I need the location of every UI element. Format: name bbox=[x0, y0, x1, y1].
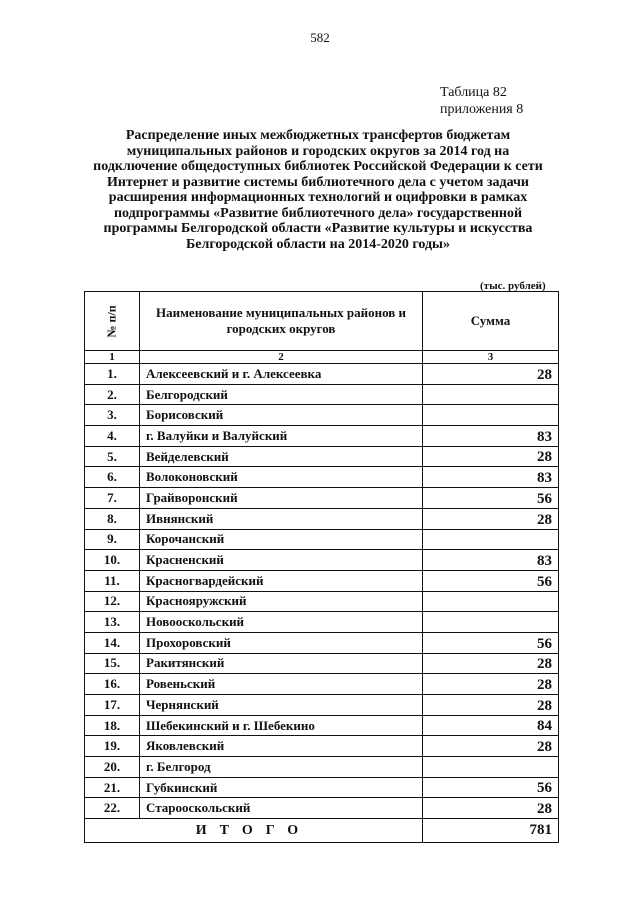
table-row bbox=[85, 384, 559, 405]
district-name: Ракитянский bbox=[140, 653, 423, 674]
district-name: Ровеньский bbox=[140, 674, 423, 695]
district-name: Краснояружский bbox=[140, 591, 423, 612]
district-name: г. Валуйки и Валуйский bbox=[140, 426, 423, 447]
row-number: 6. bbox=[85, 467, 140, 488]
row-sum bbox=[423, 591, 559, 612]
table-row bbox=[85, 591, 559, 612]
district-name: Новооскольский bbox=[140, 612, 423, 633]
row-number: 18. bbox=[85, 715, 140, 736]
district-name: Волоконовский bbox=[140, 467, 423, 488]
table-row bbox=[85, 570, 559, 591]
row-number: 9. bbox=[85, 529, 140, 550]
row-number: 11. bbox=[85, 570, 140, 591]
table-row bbox=[85, 674, 559, 695]
row-sum: 84 bbox=[423, 715, 559, 736]
table-row bbox=[85, 405, 559, 426]
total-row bbox=[85, 819, 559, 843]
row-number: 22. bbox=[85, 798, 140, 819]
header-sum: Сумма bbox=[423, 292, 559, 351]
row-sum bbox=[423, 757, 559, 778]
row-sum bbox=[423, 405, 559, 426]
row-number: 2. bbox=[85, 384, 140, 405]
column-number: 1 bbox=[85, 351, 140, 364]
page-number: 582 bbox=[310, 30, 330, 45]
district-name: Шебекинский и г. Шебекино bbox=[140, 715, 423, 736]
row-number: 21. bbox=[85, 777, 140, 798]
table-row bbox=[85, 467, 559, 488]
table-row bbox=[85, 446, 559, 467]
row-sum: 28 bbox=[423, 653, 559, 674]
row-sum: 28 bbox=[423, 674, 559, 695]
table-row bbox=[85, 736, 559, 757]
distribution-table bbox=[84, 291, 559, 843]
header-number: № п/п bbox=[85, 292, 140, 351]
document-title: Распределение иных межбюджетных трансфертов бюджетам муниципальных районов и городских округов за 2014 год на подключение общедоступных библиотек Российской Федерации к сети Интернет и развитие системы библиотечного дела с учетом задачи расширения информационных технологий и оцифровки в рамках подпрограммы «Развитие библиотечного дела» государственной программы Белгородской области «Развитие культуры и искусства Белгородской области на 2014-2020 годы» bbox=[93, 128, 543, 252]
table-row bbox=[85, 550, 559, 571]
row-sum: 28 bbox=[423, 736, 559, 757]
row-sum: 56 bbox=[423, 777, 559, 798]
table-row bbox=[85, 529, 559, 550]
row-sum: 83 bbox=[423, 467, 559, 488]
district-name: Корочанский bbox=[140, 529, 423, 550]
district-name: Алексеевский и г. Алексеевка bbox=[140, 364, 423, 385]
row-sum: 56 bbox=[423, 632, 559, 653]
row-number: 13. bbox=[85, 612, 140, 633]
table-ref-line2: приложения 8 bbox=[440, 102, 524, 117]
row-number: 12. bbox=[85, 591, 140, 612]
table-row bbox=[85, 612, 559, 633]
table-row bbox=[85, 632, 559, 653]
district-name: Ивнянский bbox=[140, 508, 423, 529]
row-sum bbox=[423, 529, 559, 550]
total-sum: 781 bbox=[423, 819, 559, 843]
row-number: 3. bbox=[85, 405, 140, 426]
row-sum: 28 bbox=[423, 798, 559, 819]
row-number: 4. bbox=[85, 426, 140, 447]
district-name: г. Белгород bbox=[140, 757, 423, 778]
district-name: Белгородский bbox=[140, 384, 423, 405]
table-row bbox=[85, 488, 559, 509]
row-number: 5. bbox=[85, 446, 140, 467]
row-number: 15. bbox=[85, 653, 140, 674]
column-number-row bbox=[85, 351, 559, 364]
row-sum: 28 bbox=[423, 695, 559, 716]
table-row bbox=[85, 653, 559, 674]
row-number: 16. bbox=[85, 674, 140, 695]
row-number: 10. bbox=[85, 550, 140, 571]
table-row bbox=[85, 757, 559, 778]
row-sum: 28 bbox=[423, 508, 559, 529]
district-name: Красненский bbox=[140, 550, 423, 571]
district-name: Яковлевский bbox=[140, 736, 423, 757]
table-row bbox=[85, 798, 559, 819]
row-sum: 83 bbox=[423, 550, 559, 571]
table-row bbox=[85, 695, 559, 716]
row-sum: 28 bbox=[423, 446, 559, 467]
table-row bbox=[85, 777, 559, 798]
district-name: Старооскольский bbox=[140, 798, 423, 819]
district-name: Прохоровский bbox=[140, 632, 423, 653]
row-sum: 56 bbox=[423, 488, 559, 509]
district-name: Грайворонский bbox=[140, 488, 423, 509]
district-name: Чернянский bbox=[140, 695, 423, 716]
district-name: Красногвардейский bbox=[140, 570, 423, 591]
table-row bbox=[85, 364, 559, 385]
row-sum: 28 bbox=[423, 364, 559, 385]
district-name: Вейделевский bbox=[140, 446, 423, 467]
row-number: 14. bbox=[85, 632, 140, 653]
row-number: 19. bbox=[85, 736, 140, 757]
row-number: 1. bbox=[85, 364, 140, 385]
unit-note: (тыс. рублей) bbox=[480, 280, 546, 292]
table-row bbox=[85, 426, 559, 447]
table-body bbox=[85, 364, 559, 819]
row-sum bbox=[423, 612, 559, 633]
row-number: 7. bbox=[85, 488, 140, 509]
table-ref-line1: Таблица 82 bbox=[440, 85, 507, 100]
row-sum: 83 bbox=[423, 426, 559, 447]
district-name: Губкинский bbox=[140, 777, 423, 798]
row-number: 8. bbox=[85, 508, 140, 529]
row-sum: 56 bbox=[423, 570, 559, 591]
row-number: 17. bbox=[85, 695, 140, 716]
row-number: 20. bbox=[85, 757, 140, 778]
total-label: ИТОГО bbox=[85, 819, 423, 843]
header-name: Наименование муниципальных районов и городских округов bbox=[140, 292, 423, 351]
district-name: Борисовский bbox=[140, 405, 423, 426]
table-row bbox=[85, 715, 559, 736]
table-row bbox=[85, 508, 559, 529]
column-number: 2 bbox=[140, 351, 423, 364]
column-number: 3 bbox=[423, 351, 559, 364]
table-reference bbox=[440, 84, 523, 118]
header-row bbox=[85, 292, 559, 351]
row-sum bbox=[423, 384, 559, 405]
